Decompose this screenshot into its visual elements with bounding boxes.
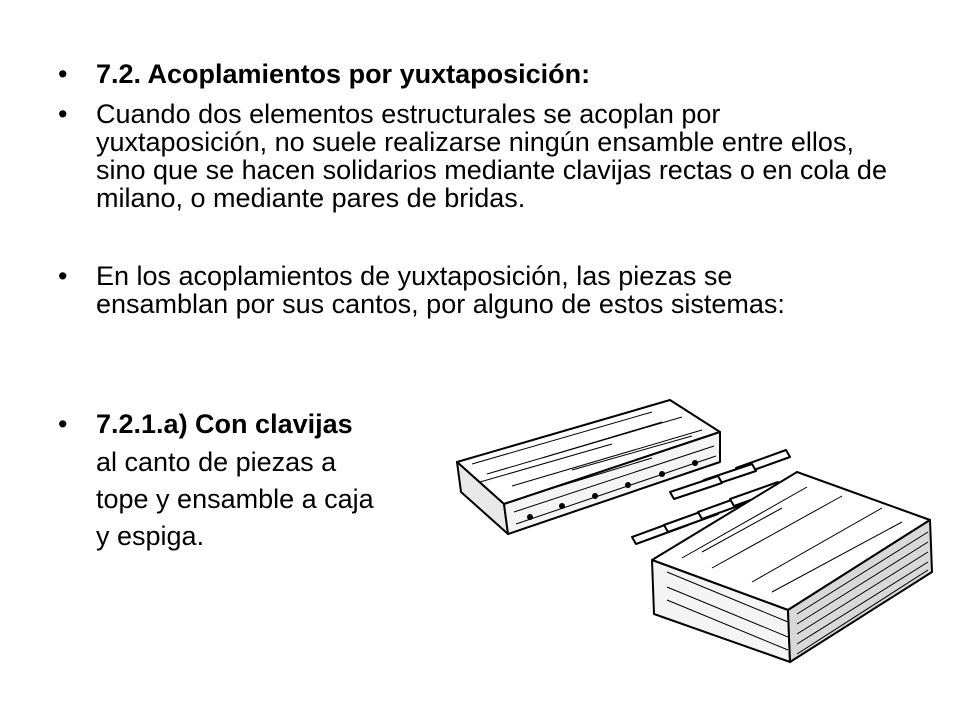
dowel-joint-illustration bbox=[452, 392, 942, 710]
bullet-heading bbox=[58, 60, 590, 88]
bullet-marker: • bbox=[58, 261, 68, 291]
paragraph-text: Cuando dos elementos estructurales se acoplan por yuxtaposición, no suele realizarse ningún ensamble entre ellos, sino que se hacen solidarios mediante clavijas rectas o en cola de milano, o mediante pares de bridas. bbox=[96, 99, 887, 213]
bullet-subsection bbox=[58, 410, 374, 555]
paragraph-text: En los acoplamientos de yuxtaposición, las piezas se ensamblan por sus cantos, por alguno de estos sistemas: bbox=[96, 261, 785, 319]
left-board bbox=[457, 400, 720, 534]
bullet-paragraph-1 bbox=[58, 100, 898, 212]
subsection-title: 7.2.1.a) Con clavijas bbox=[96, 409, 353, 439]
subsection-line: tope y ensamble a caja bbox=[96, 484, 374, 514]
subsection-line: al canto de piezas a bbox=[96, 447, 337, 477]
subsection-line: y espiga. bbox=[96, 521, 205, 551]
section-heading: 7.2. Acoplamientos por yuxtaposición: bbox=[96, 59, 591, 89]
right-board bbox=[652, 472, 932, 662]
bullet-marker: • bbox=[58, 59, 68, 89]
bullet-marker: • bbox=[58, 409, 68, 439]
bullet-marker: • bbox=[58, 99, 68, 129]
bullet-paragraph-2 bbox=[58, 262, 868, 318]
